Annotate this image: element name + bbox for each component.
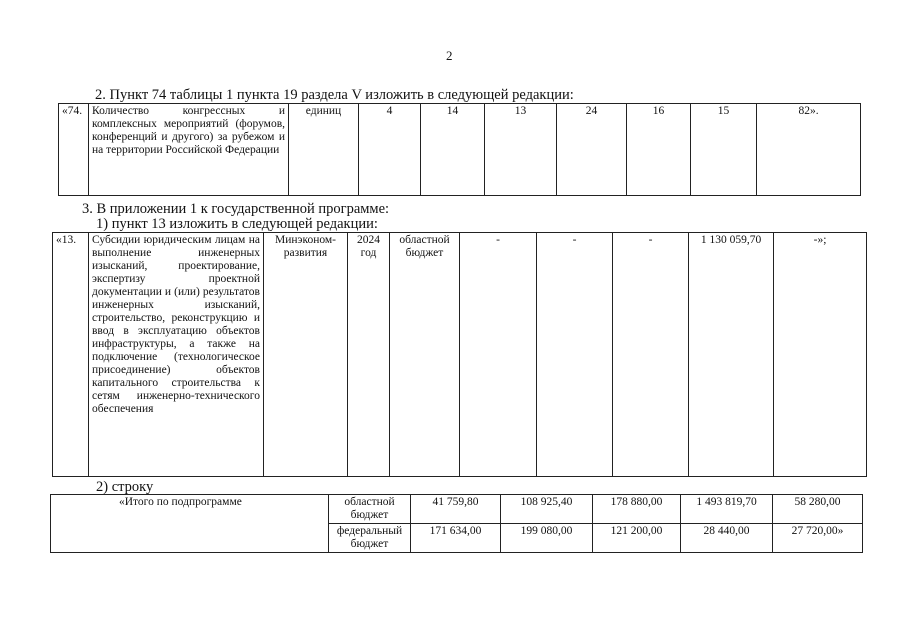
total-label: «Итого по подпрограмме (51, 495, 329, 553)
source-cell: областной бюджет (390, 233, 460, 477)
item2-heading: 2. Пункт 74 таблицы 1 пункта 19 раздела V изложить в следующей редакции: (95, 87, 574, 103)
table-item-13 (52, 232, 867, 477)
value-cell: 24 (557, 104, 627, 196)
row-number: «74. (59, 104, 89, 196)
row-description: Субсидии юридическим лицам на выполнение инженерных изысканий, проектирование, экспертизу проектной документации и (или) результатов инженерных изысканий, строительство, реконструкцию и ввод в эксплуатацию объектов инфраструктуры, а также на подключение (технологическое присоединение) объектов капитального строительства к сетям инженерно-технического обеспечения (89, 233, 264, 477)
sub2-heading: 2) строку (96, 479, 154, 495)
page-number: 2 (446, 48, 453, 63)
source-cell: федеральный бюджет (329, 524, 411, 553)
value-cell: 178 880,00 (593, 495, 681, 524)
value-cell: - (613, 233, 689, 477)
item3-heading: 3. В приложении 1 к государственной программе: (82, 201, 390, 217)
value-cell-last: -»; (774, 233, 867, 477)
value-cell: 1 130 059,70 (689, 233, 774, 477)
table-row (59, 104, 861, 196)
responsible-cell: Минэконом-развития (264, 233, 348, 477)
value-cell: 58 280,00 (773, 495, 863, 524)
table-row (51, 495, 863, 524)
value-cell: 14 (421, 104, 485, 196)
year-cell: 2024 год (348, 233, 390, 477)
value-cell: - (537, 233, 613, 477)
value-cell: 121 200,00 (593, 524, 681, 553)
value-cell: 171 634,00 (411, 524, 501, 553)
source-cell: областной бюджет (329, 495, 411, 524)
value-cell: 28 440,00 (681, 524, 773, 553)
value-cell: 27 720,00» (773, 524, 863, 553)
value-cell: - (460, 233, 537, 477)
unit-cell: единиц (289, 104, 359, 196)
value-cell: 15 (691, 104, 757, 196)
row-number: «13. (53, 233, 89, 477)
value-cell: 199 080,00 (501, 524, 593, 553)
row-description: Количество конгрессных и комплексных мероприятий (форумов, конференций и другого) за рубежом и на территории Российской Федерации (89, 104, 289, 196)
value-cell: 108 925,40 (501, 495, 593, 524)
table-item-74 (58, 103, 861, 196)
value-cell: 13 (485, 104, 557, 196)
value-cell: 41 759,80 (411, 495, 501, 524)
value-cell: 16 (627, 104, 691, 196)
value-cell: 1 493 819,70 (681, 495, 773, 524)
table-subprogram-total (50, 494, 863, 553)
value-cell: 4 (359, 104, 421, 196)
sub1-heading: 1) пункт 13 изложить в следующей редакции: (96, 216, 378, 232)
value-cell-last: 82». (757, 104, 861, 196)
table-row (53, 233, 867, 477)
